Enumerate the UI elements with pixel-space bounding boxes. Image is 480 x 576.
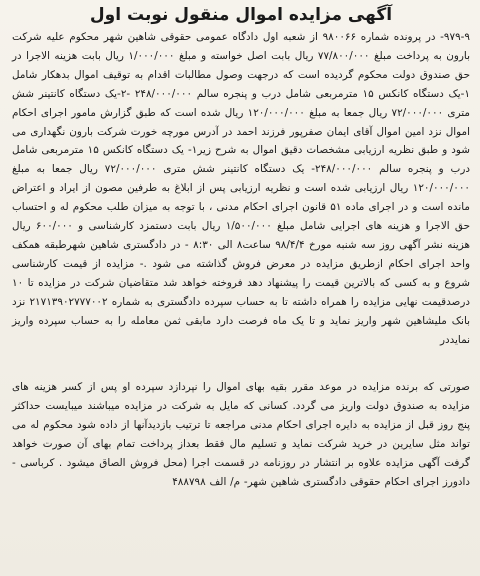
notice-title: آگهی مزایده اموال منقول نوبت اول xyxy=(89,5,393,25)
notice-body-paragraph-2: صورتی که برنده مزایده در موعد مقرر بقیه بهای اموال را نپردازد سپرده او پس از کسر هزینه های مزایده به صندوق دولت واریز می گردد. کسانی که مایل به شرکت در مزایده میباشند میبایست حداکثر پنج روز قبل از مزایده به دایره اجرای احکام مدنی مراجعه تا ترتیب بازدیدآنها از داده شود محکوم له می تواند مثل سایرین در خرید شرکت نماید و تسلیم مال فقط بعداز پرداخت تمام بهای آن صورت خواهد گرفت آگهی مزایده علاوه بر انتشار در روزنامه در قسمت اجرا (محل فروش الصاق میشود . کرباسی - دادورز اجرای احکام حقوقی دادگستری شاهین شهر- م/ الف ۴۸۸۷۹۸ xyxy=(12,381,470,488)
notice-body-paragraph-1: ۹۷۹-۹- در پرونده شماره ۹۸۰۰۶۶ از شعبه اول دادگاه عمومی حقوقی شاهین شهر محکوم علیه شرکت بارون به پرداخت مبلغ ۷۷/۸۰۰/۰۰۰ ریال بابت اصل خواسته و مبلغ ۱/۰۰۰/۰۰۰ ریال بابت هزینه الاجرا در حق صندوق دولت محکوم گردیده است که درجهت وصول مطالبات اقدام به توقیف اموال بدهکار شامل ۱-یک دستگاه کانکس ۱۵ مترمربعی شامل درب و پنجره سالم ۲۴۸/۰۰۰/۰۰۰ -۲-یک دستگاه کانتینر شش متری ۷۲/۰۰۰/۰۰۰ ریال جمعا به مبلغ ۱۲۰/۰۰۰/۰۰۰ ریال شده است که طبق گزارش مامور اجرای احکام اموال نزد امین اموال آقای ایمان صفرپور فرزند احمد در آدرس مورچه خورت شرکت بارون نگهداری می شود و طبق نظریه ارزیابی مشخصات دقیق اموال به شرح زیر۱- یک دستگاه کانکس ۱۵ مترمربعی شامل درب و پنجره سالم ۲۴۸/۰۰۰/۰۰۰- یک دستگاه کانتینر شش متری ۷۲/۰۰۰/۰۰۰ ریال جمعا به مبلغ ۱۲۰/۰۰۰/۰۰۰ ریال ارزیابی شده است و نظریه ارزیابی پس از ابلاغ به طرفین مصون از ایراد و اعتراض مانده است و در اجرای ماده ۵۱ قانون اجرای احکام مدنی ، با توجه به میزان طلب محکوم له و احتساب حق الاجرا و هزینه های اجرایی شامل مبلغ ۱/۵۰۰/۰۰۰ ریال بابت دستمزد کارشناسی و ۶۰۰/۰۰۰ ریال هزینه نشر آگهی روز سه شنبه مورخ ۹۸/۴/۴ ساعت۸ الی ۸:۳۰ - در دادگستری شاهین شهرطبقه همکف واحد اجرای احکام ازطریق مزایده در معرض فروش گذاشته می شود .- مزایده از قیمت کارشناسی شروع و به کسی که بالاترین قیمت را پیشنهاد دهد فروخته خواهد شد متقاضیان شرکت در مزایده تا ۱۰ درصدقیمت نهایی مزایده را همراه داشته تا به حساب سپرده دادگستری به شماره ۲۱۷۱۳۹۰۲۷۷۷۰۰۲ نزد بانک ملیشاهین شهر واریز نماید و تا یک ماه فرصت دارد مابقی ثمن معامله را به حساب سپرده واریز نمایددر xyxy=(12,31,470,346)
